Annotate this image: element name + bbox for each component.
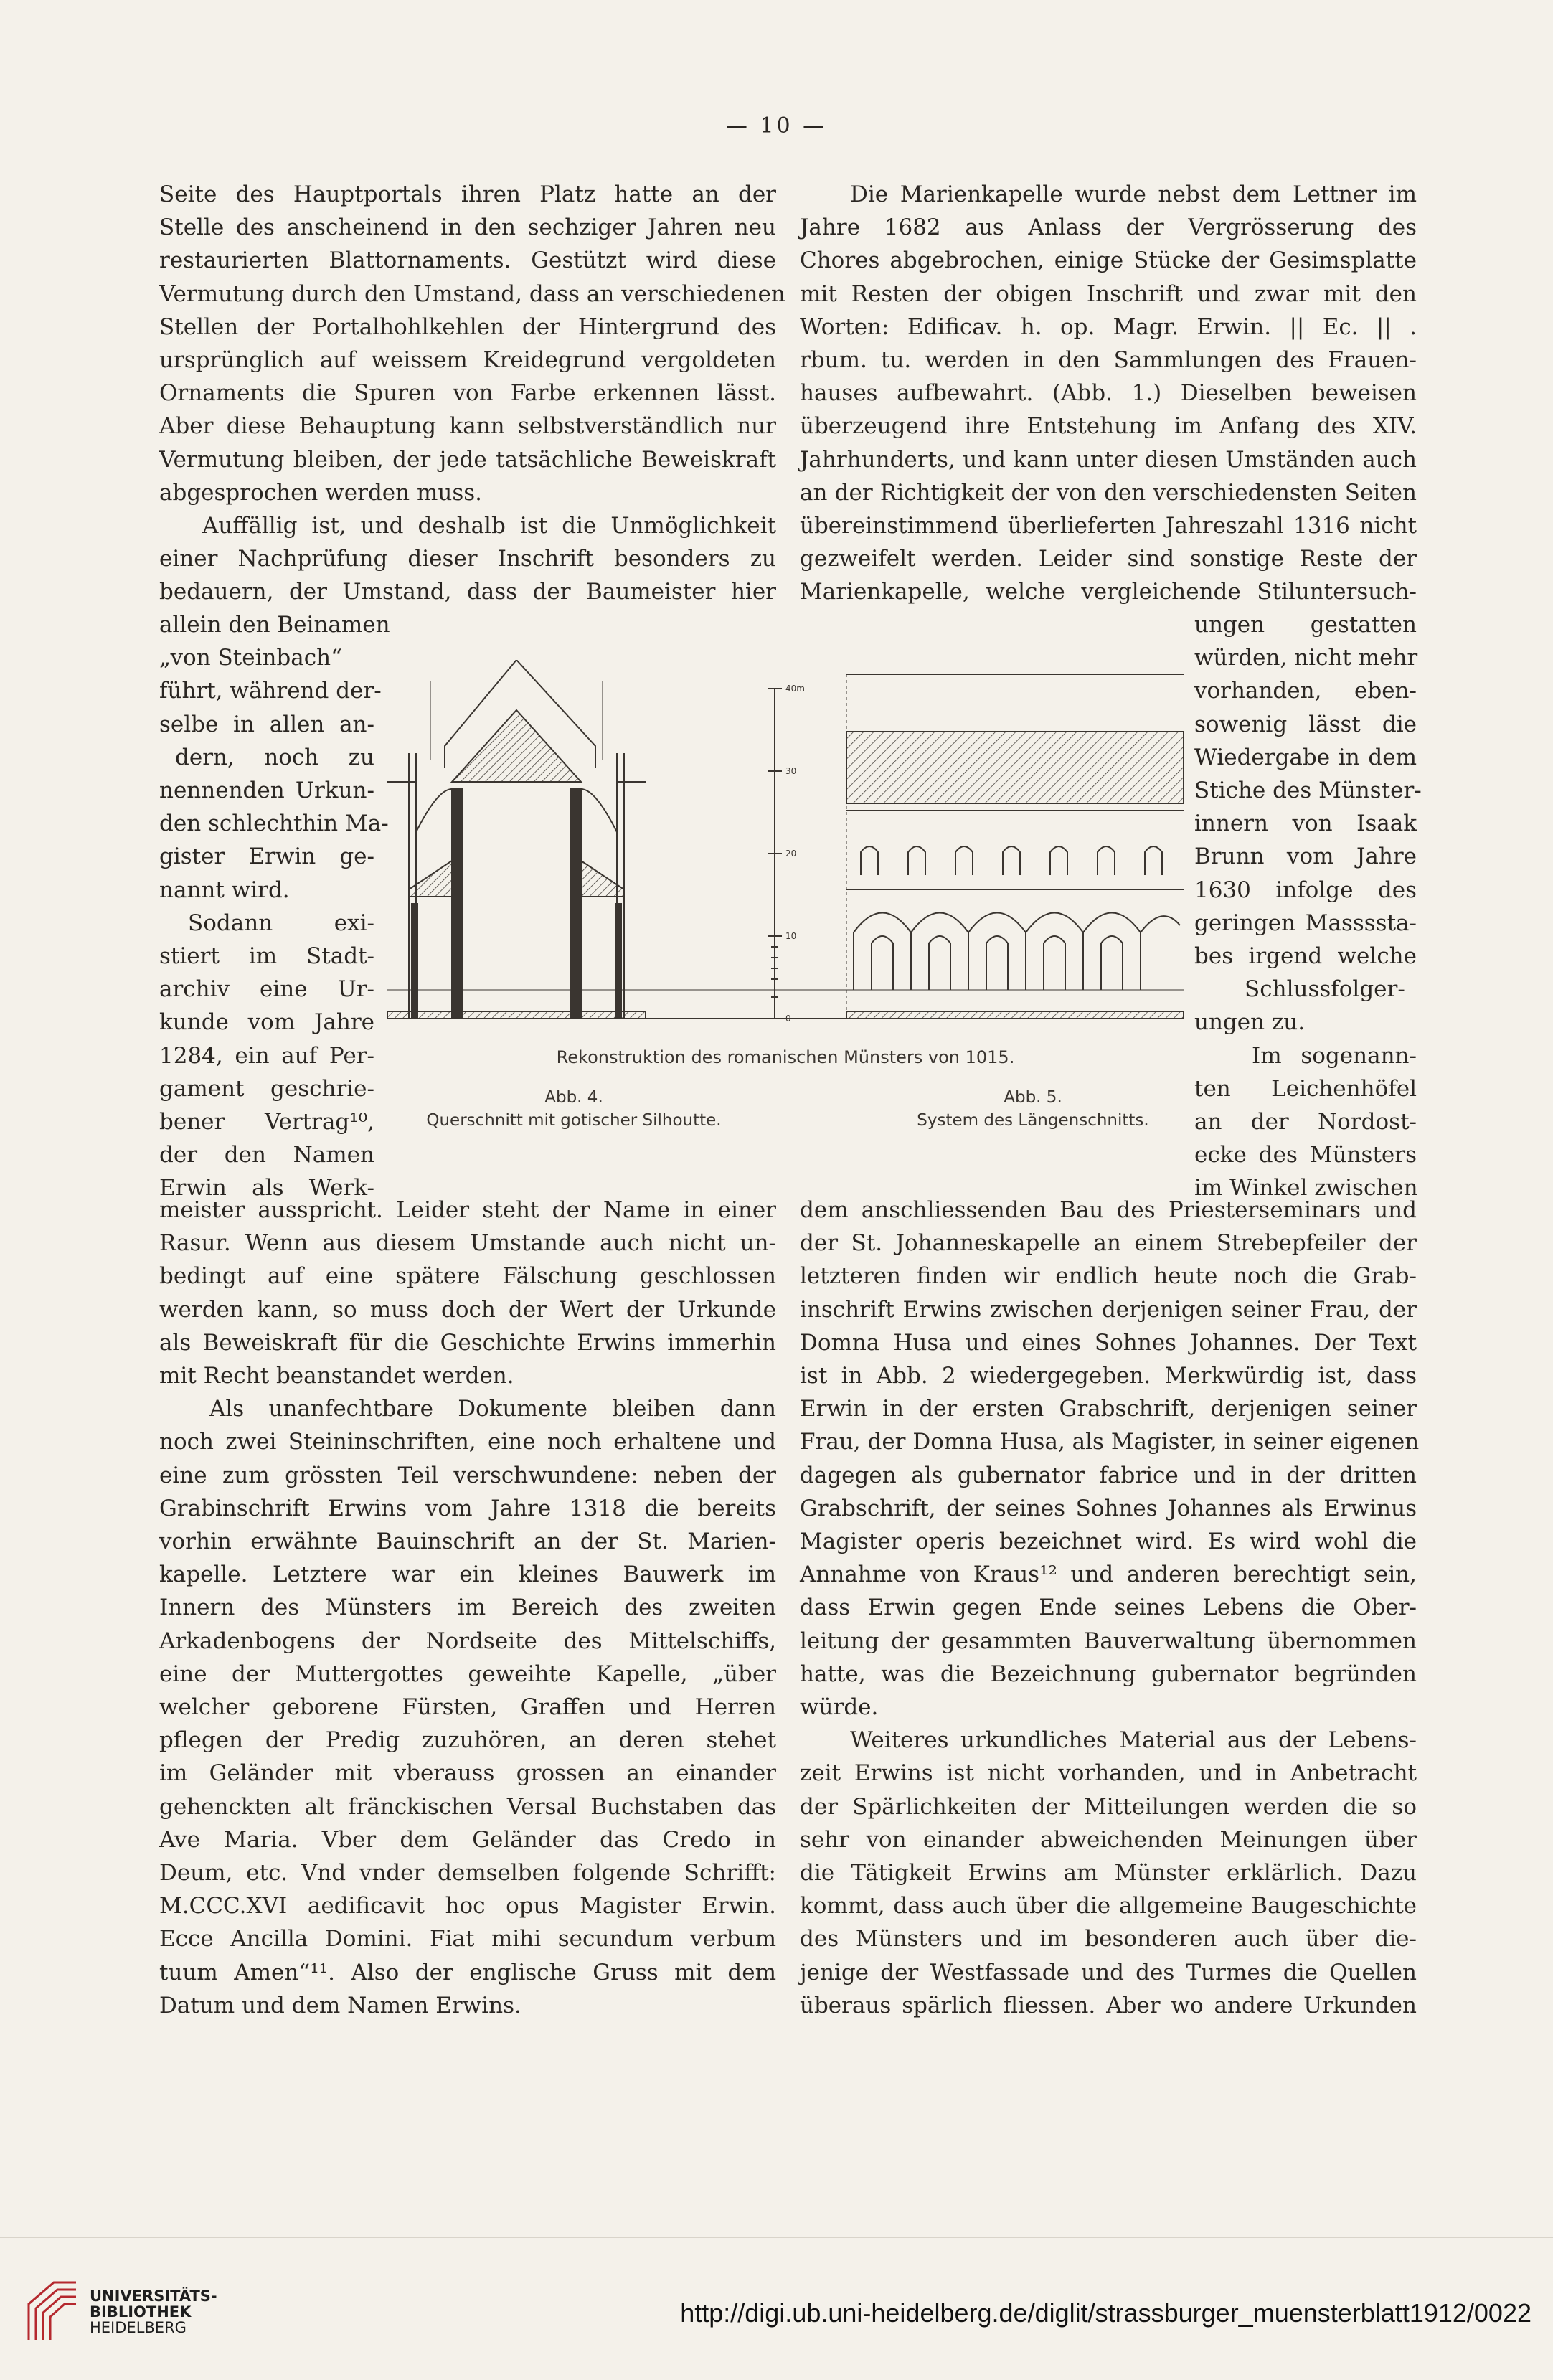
- text-line: eine zum grössten Teil verschwundene: neben der: [159, 1462, 776, 1488]
- text-line: Ornaments die Spuren von Farbe erkennen lässt.: [159, 380, 776, 407]
- text-line: jenige der Westfassade und des Turmes die Quellen: [800, 1959, 1417, 1985]
- text-line: mit Resten der obigen Inschrift und zwar mit den: [800, 280, 1417, 307]
- text-line: Stiche des Münster-: [1194, 778, 1422, 804]
- text-line: Jahre 1682 aus Anlass der Vergrösserung des: [800, 214, 1417, 241]
- text-line: dagegen als gubernator fabrice und in der dritten: [800, 1462, 1417, 1488]
- text-line: Frau, der Domna Husa, als Magister, in seiner eigenen: [800, 1429, 1420, 1455]
- text-line: allein den Beinamen: [159, 612, 390, 638]
- text-line: Ave Maria. Vber dem Geländer das Credo in: [159, 1826, 776, 1853]
- text-line: tuum Amen“¹¹. Also der englische Gruss mit dem: [159, 1959, 776, 1985]
- text-line: eine der Muttergottes geweihte Kapelle, „über: [159, 1661, 776, 1687]
- text-line: innern von Isaak: [1194, 811, 1417, 837]
- institution-line: HEIDELBERG: [90, 2319, 187, 2336]
- text-line: abgesprochen werden muss.: [159, 479, 482, 506]
- text-line: an der Richtigkeit der von den verschiedensten Seiten: [800, 479, 1417, 506]
- text-line: einer Nachprüfung dieser Inschrift besonders zu: [159, 546, 776, 572]
- text-line: des Münsters und im besonderen auch über die-: [800, 1926, 1417, 1952]
- text-line: Im sogenann-: [1252, 1042, 1417, 1069]
- text-line: ungen zu.: [1194, 1009, 1306, 1036]
- page-number: — 10 —: [725, 113, 828, 138]
- right-column-top: [800, 178, 1417, 609]
- text-line: Brunn vom Jahre: [1194, 844, 1417, 870]
- text-line: Arkadenbogens der Nordseite des Mittelschiffs,: [159, 1628, 776, 1654]
- figure-5-caption: [882, 1086, 1184, 1132]
- text-line: dern, noch zu: [175, 744, 374, 770]
- text-line: noch zwei Steininschriften, eine noch erhaltene und: [159, 1429, 776, 1455]
- text-line: Seite des Hauptportals ihren Platz hatte an der: [159, 181, 776, 207]
- text-line: Chores abgebrochen, einige Stücke der Gesimsplatte: [800, 247, 1417, 274]
- text-line: bes irgend welche: [1194, 943, 1417, 970]
- text-line: bener Vertrag¹⁰,: [159, 1109, 374, 1135]
- text-line: die Tätigkeit Erwins am Münster erklärlich. Dazu: [800, 1860, 1417, 1886]
- text-line: Domna Husa und eines Sohnes Johannes. Der Text: [800, 1329, 1417, 1356]
- scale-label: 30: [785, 766, 797, 776]
- institution-line: UNIVERSITÄTS-: [90, 2287, 217, 2305]
- text-line: nennenden Urkun-: [159, 778, 374, 804]
- cross-section-drawing: [387, 660, 1184, 1019]
- text-line: Annahme von Kraus¹² und anderen berechtigt sein,: [800, 1562, 1417, 1588]
- text-line: kommt, dass auch über die allgemeine Baugeschichte: [800, 1893, 1417, 1919]
- arcade-arches: [854, 913, 1180, 991]
- text-line: Als unanfechtbare Dokumente bleiben dann: [209, 1396, 776, 1422]
- scale-label: 0: [785, 1014, 791, 1024]
- scale-label: 40m: [785, 684, 805, 694]
- text-line: meister ausspricht. Leider steht der Name in einer: [159, 1197, 776, 1223]
- text-line: Auffällig ist, und deshalb ist die Unmöglichkeit: [202, 513, 776, 539]
- text-line: 1284, ein auf Per-: [159, 1042, 374, 1069]
- text-line: führt, während der-: [159, 678, 382, 704]
- source-url-link[interactable]: http://digi.ub.uni-heidelberg.de/diglit/strassburger_muensterblatt1912/0022: [680, 2298, 1531, 2328]
- text-line: M.CCC.XVI aedificavit hoc opus Magister Erwin.: [159, 1893, 776, 1919]
- text-line: welcher geborene Fürsten, Graffen und Herren: [159, 1694, 776, 1721]
- text-line: kapelle. Letztere war ein kleines Bauwerk im: [159, 1562, 776, 1588]
- text-line: vorhin erwähnte Bauinschrift an der St. Marien-: [159, 1529, 776, 1555]
- figure-4-label: Abb. 4.: [544, 1088, 603, 1107]
- text-line: gehenckten alt fränckischen Versal Buchstaben das: [159, 1793, 776, 1820]
- text-line: zeit Erwins ist nicht vorhanden, und in Anbetracht: [800, 1760, 1417, 1787]
- text-line: ist in Abb. 2 wiedergegeben. Merkwürdig ist, dass: [800, 1363, 1417, 1389]
- text-line: Datum und dem Namen Erwins.: [159, 1992, 521, 2018]
- text-line: bedauern, der Umstand, dass der Baumeister hier: [159, 579, 776, 605]
- text-line: bedingt auf eine spätere Fälschung geschlossen: [159, 1263, 776, 1290]
- right-column-bottom: [800, 1194, 1420, 2022]
- figure-main-caption: Rekonstruktion des romanischen Münsters von 1015.: [556, 1047, 1015, 1067]
- text-line: überzeugend ihre Entstehung im Anfang des XIV.: [800, 413, 1417, 440]
- text-line: sowenig lässt die: [1194, 711, 1417, 737]
- right-column-narrow: [1194, 608, 1422, 1205]
- text-line: letzteren finden wir endlich heute noch die Grab-: [800, 1263, 1417, 1290]
- text-line: geringen Massssta-: [1194, 910, 1417, 936]
- footer-divider: [0, 2237, 1553, 2238]
- text-line: Stellen der Portalhohlkehlen der Hintergrund des: [159, 313, 776, 340]
- figure-4-text: Querschnitt mit gotischer Silhoutte.: [426, 1111, 722, 1130]
- text-line: Grabinschrift Erwins vom Jahre 1318 die bereits: [159, 1495, 776, 1521]
- text-line: überaus spärlich fliessen. Aber wo andere Urkunden: [800, 1992, 1417, 2018]
- text-line: Grabschrift, der seines Sohnes Johannes als Erwinus: [800, 1495, 1417, 1521]
- text-line: Innern des Münsters im Bereich des zweiten: [159, 1595, 776, 1621]
- text-line: Stelle des anscheinend in den sechziger Jahren neu: [159, 214, 776, 241]
- text-line: der den Namen: [159, 1142, 374, 1168]
- text-line: im Geländer mit vberauss grossen an einander: [159, 1760, 776, 1787]
- text-line: sehr von einander abweichenden Meinungen über: [800, 1826, 1417, 1853]
- text-line: leitung der gesammten Bauverwaltung übernommen: [800, 1628, 1417, 1654]
- text-line: pflegen der Predig zuzuhören, an deren stehet: [159, 1727, 776, 1754]
- text-line: nannt wird.: [159, 877, 290, 903]
- text-line: „von Steinbach“: [159, 645, 342, 671]
- text-line: Sodann exi-: [188, 910, 374, 936]
- text-line: Jahrhunderts, und kann unter diesen Umständen auch: [800, 446, 1417, 473]
- text-line: Rasur. Wenn aus diesem Umstande auch nicht un-: [159, 1230, 776, 1257]
- text-line: inschrift Erwins zwischen derjenigen seiner Frau, der: [800, 1296, 1417, 1323]
- text-line: stiert im Stadt-: [159, 943, 374, 970]
- text-line: übereinstimmend überlieferten Jahreszahl 1316 nicht: [800, 513, 1417, 539]
- left-column-bottom: [159, 1194, 776, 2022]
- text-line: mit Recht beanstandet werden.: [159, 1363, 514, 1389]
- romanesque-minster-reconstruction-figure: [387, 660, 1184, 1062]
- text-line: Aber diese Behauptung kann selbstverständlich nur: [159, 413, 776, 440]
- text-line: ecke des Münsters: [1194, 1142, 1417, 1168]
- text-line: kunde vom Jahre: [159, 1009, 374, 1036]
- text-line: Worten: Edificav. h. op. Magr. Erwin. || Ec. || .: [800, 313, 1417, 340]
- text-line: selbe in allen an-: [159, 711, 374, 737]
- text-line: Vermutung durch den Umstand, dass an verschiedenen: [159, 280, 785, 307]
- text-line: ten Leichenhöfel: [1194, 1075, 1417, 1102]
- left-column-top: [159, 178, 785, 609]
- text-line: Deum, etc. Vnd vnder demselben folgende Schrifft:: [159, 1860, 776, 1886]
- text-line: gezweifelt werden. Leider sind sonstige Reste der: [800, 546, 1417, 572]
- text-line: Vermutung bleiben, der jede tatsächliche Beweiskraft: [159, 446, 776, 473]
- institution-name: [90, 2288, 217, 2336]
- text-line: gister Erwin ge-: [159, 844, 374, 870]
- text-line: Erwin als Werk-: [159, 1175, 374, 1201]
- text-line: würden, nicht mehr: [1194, 645, 1418, 671]
- figure-5-text: System des Längenschnitts.: [917, 1111, 1149, 1130]
- scale-label: 10: [785, 931, 797, 941]
- text-line: vorhanden, eben-: [1194, 678, 1417, 704]
- institution-line: BIBLIOTHEK: [90, 2303, 192, 2320]
- scale-bar: [768, 689, 782, 1019]
- scale-label: 20: [785, 849, 797, 859]
- text-line: Weiteres urkundliches Material aus der Lebens-: [850, 1727, 1417, 1754]
- text-line: an der Nordost-: [1194, 1109, 1417, 1135]
- figure-5-label: Abb. 5.: [1004, 1088, 1062, 1107]
- text-line: hatte, was die Bezeichnung gubernator begründen: [800, 1661, 1417, 1687]
- text-line: archiv eine Ur-: [159, 976, 374, 1003]
- text-line: Magister operis bezeichnet wird. Es wird wohl die: [800, 1529, 1417, 1555]
- text-line: Erwin in der ersten Grabschrift, derjenigen seiner: [800, 1396, 1417, 1422]
- text-line: dem anschliessenden Bau des Priesterseminars und: [800, 1197, 1417, 1223]
- text-line: hauses aufbewahrt. (Abb. 1.) Dieselben beweisen: [800, 380, 1417, 407]
- text-line: Schlussfolger-: [1245, 976, 1405, 1003]
- text-line: dass Erwin gegen Ende seines Lebens die Ober-: [800, 1595, 1417, 1621]
- figure-4-caption: [373, 1086, 775, 1132]
- text-line: werden kann, so muss doch der Wert der Urkunde: [159, 1296, 776, 1323]
- text-line: würde.: [800, 1694, 879, 1721]
- clerestory-windows: [861, 846, 1162, 875]
- text-line: rbum. tu. werden in den Sammlungen des Frauen-: [800, 347, 1417, 374]
- text-line: als Beweiskraft für die Geschichte Erwins immerhin: [159, 1329, 776, 1356]
- text-line: im Winkel zwischen: [1194, 1175, 1418, 1201]
- text-line: Die Marienkapelle wurde nebst dem Lettner im: [850, 181, 1417, 207]
- text-line: der St. Johanneskapelle an einem Strebepfeiler der: [800, 1230, 1417, 1257]
- text-line: Marienkapelle, welche vergleichende Stiluntersuch-: [800, 579, 1417, 605]
- university-library-logo-icon: [22, 2275, 83, 2347]
- text-line: restaurierten Blattornaments. Gestützt wird diese: [159, 247, 776, 274]
- text-line: den schlechthin Ma-: [159, 811, 389, 837]
- text-line: 1630 infolge des: [1194, 877, 1417, 903]
- text-line: gament geschrie-: [159, 1075, 374, 1102]
- text-line: Ecce Ancilla Domini. Fiat mihi secundum verbum: [159, 1926, 776, 1952]
- text-line: Wiedergabe in dem: [1194, 744, 1417, 770]
- text-line: der Spärlichkeiten der Mitteilungen werden die so: [800, 1793, 1417, 1820]
- text-line: ursprünglich auf weissem Kreidegrund vergoldeten: [159, 347, 776, 374]
- text-line: ungen gestatten: [1194, 612, 1417, 638]
- left-column-narrow: [159, 608, 390, 1205]
- longitudinal-section-drawing: [846, 674, 1184, 1019]
